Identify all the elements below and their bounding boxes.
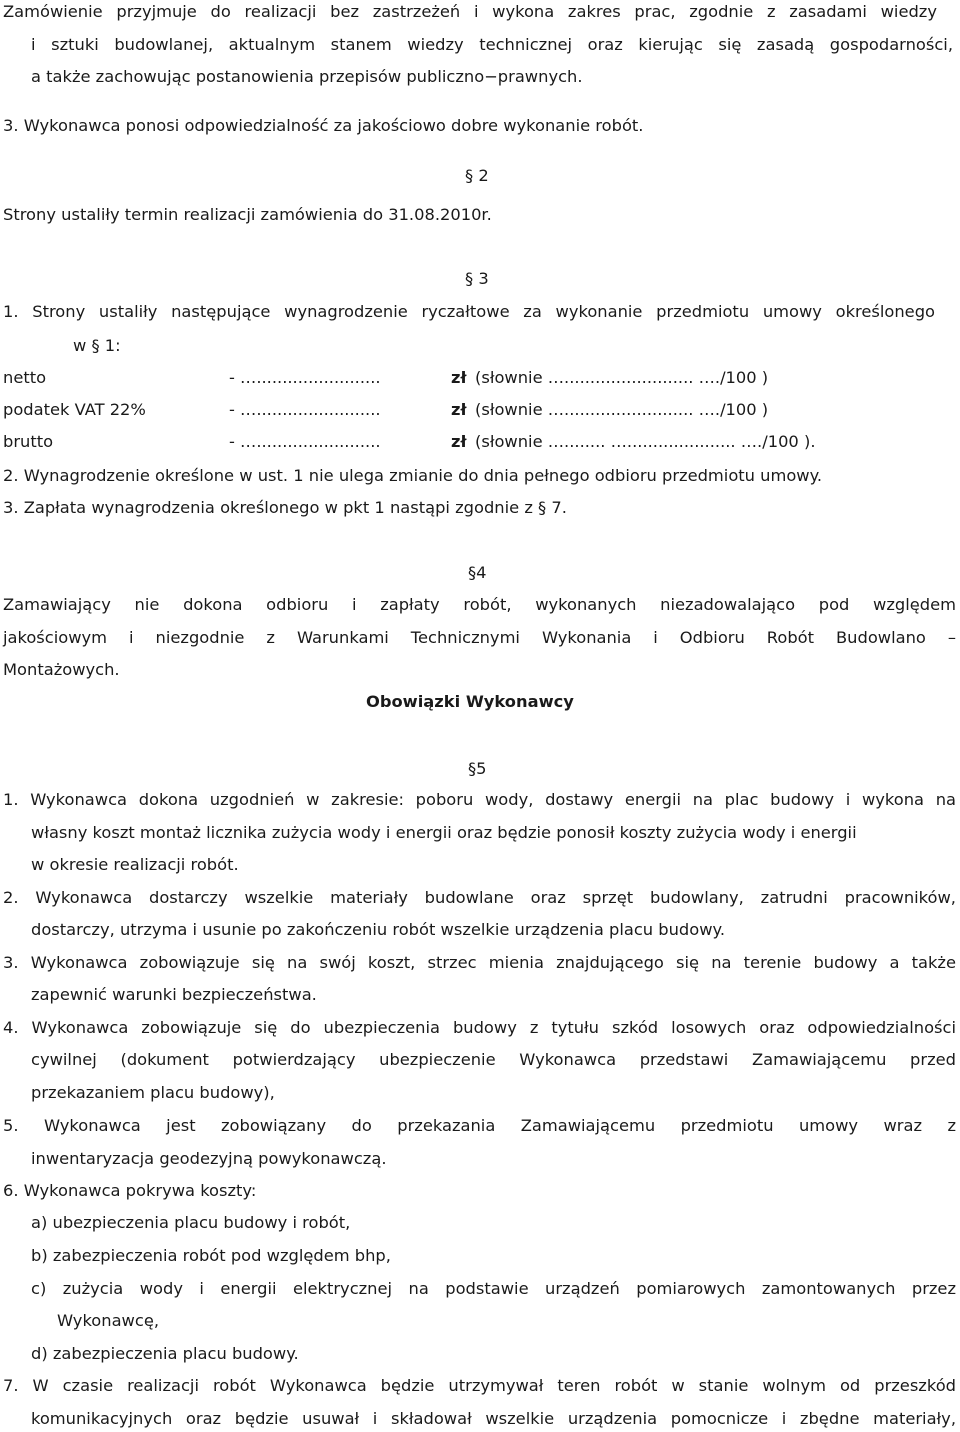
section-5-point-4-line-2: cywilnej (dokument potwierdzający ubezpieczenie Wykonawca przedstawi Zamawiającemu przed [31, 1050, 956, 1069]
amount-in-words: (słownie …......................... …./100 ) [475, 368, 769, 387]
section-5-point-2-line-2: dostarczy, utrzyma i usunie po zakończeniu robót wszelkie urządzenia placu budowy. [31, 920, 726, 939]
obligations-title: Obowiązki Wykonawcy [366, 692, 574, 711]
section-2-heading: § 2 [465, 166, 489, 185]
section-5-point-5-line-2: inwentaryzacja geodezyjną powykonawczą. [31, 1149, 387, 1168]
intro-point-3: 3. Wykonawca ponosi odpowiedzialność za jakościowo dobre wykonanie robót. [3, 116, 644, 135]
intro-line-3: a także zachowując postanowienia przepisów publiczno−prawnych. [31, 67, 583, 86]
section-5-point-6b: b) zabezpieczenia robót pod względem bhp, [31, 1246, 391, 1265]
intro-line-2: i sztuki budowlanej, aktualnym stanem wiedzy technicznej oraz kierując się zasadą gospodarności, [31, 35, 953, 54]
section-5-point-2-line-1: 2. Wykonawca dostarczy wszelkie materiały budowlane oraz sprzęt budowlany, zatrudni pracowników, [3, 888, 956, 907]
section-5-point-7-line-2: komunikacyjnych oraz będzie usuwał i składował wszelkie urządzenia pomocnicze i zbędne materiały, [31, 1409, 956, 1428]
row-label: podatek VAT 22% [3, 400, 146, 419]
section-5-point-1-line-3: w okresie realizacji robót. [31, 855, 239, 874]
section-3-point-2: 2. Wynagrodzenie określone w ust. 1 nie ulega zmianie do dnia pełnego odbioru przedmiotu umowy. [3, 466, 823, 485]
currency-label: zł [451, 368, 467, 387]
amount-in-words: (słownie …........ …..................... …./100 ). [475, 432, 816, 451]
section-5-heading: §5 [468, 759, 487, 778]
currency-label: zł [451, 432, 467, 451]
section-4-line-2: jakościowym i niezgodnie z Warunkami Technicznymi Wykonania i Odbioru Robót Budowlano – [3, 628, 956, 647]
section-5-point-6d: d) zabezpieczenia placu budowy. [31, 1344, 299, 1363]
amount-placeholder: - …........................ [229, 368, 381, 387]
section-5-point-6c-line-2: Wykonawcę, [57, 1311, 160, 1330]
section-5-point-7-line-1: 7. W czasie realizacji robót Wykonawca będzie utrzymywał teren robót w stanie wolnym od przeszkód [3, 1376, 956, 1395]
section-4-line-3: Montażowych. [3, 660, 120, 679]
section-5-point-6: 6. Wykonawca pokrywa koszty: [3, 1181, 257, 1200]
section-4-heading: §4 [468, 563, 487, 582]
section-3-point-1-ref: w § 1: [73, 336, 121, 355]
section-5-point-1-line-1: 1. Wykonawca dokona uzgodnień w zakresie: poboru wody, dostawy energii na plac budowy i wykona na [3, 790, 956, 809]
amount-placeholder: - …........................ [229, 400, 381, 419]
section-3-point-3: 3. Zapłata wynagrodzenia określonego w pkt 1 nastąpi zgodnie z § 7. [3, 498, 567, 517]
row-label: brutto [3, 432, 54, 451]
section-5-point-6c-line-1: c) zużycia wody i energii elektrycznej na podstawie urządzeń pomiarowych zamontowanych przez [31, 1279, 956, 1298]
section-5-point-5-line-1: 5. Wykonawca jest zobowiązany do przekazania Zamawiającemu przedmiotu umowy wraz z [3, 1116, 956, 1135]
section-2-text: Strony ustaliły termin realizacji zamówienia do 31.08.2010r. [3, 205, 492, 224]
section-5-point-3-line-1: 3. Wykonawca zobowiązuje się na swój koszt, strzec mienia znajdującego się na terenie budowy a także [3, 953, 956, 972]
intro-line-1: Zamówienie przyjmuje do realizacji bez zastrzeżeń i wykona zakres prac, zgodnie z zasadami wiedzy [3, 2, 937, 21]
section-5-point-4-line-3: przekazaniem placu budowy), [31, 1083, 275, 1102]
currency-label: zł [451, 400, 467, 419]
section-5-point-6a: a) ubezpieczenia placu budowy i robót, [31, 1213, 351, 1232]
section-5-point-1-line-2: własny koszt montaż licznika zużycia wody i energii oraz będzie ponosił koszty zużycia wody i energii [31, 823, 857, 842]
amount-placeholder: - …........................ [229, 432, 381, 451]
section-5-point-4-line-1: 4. Wykonawca zobowiązuje się do ubezpieczenia budowy z tytułu szkód losowych oraz odpowiedzialności [3, 1018, 956, 1037]
section-4-line-1: Zamawiający nie dokona odbioru i zapłaty robót, wykonanych niezadowalająco pod względem [3, 595, 956, 614]
amount-in-words: (słownie …......................... …./100 ) [475, 400, 769, 419]
section-3-point-1: 1. Strony ustaliły następujące wynagrodzenie ryczałtowe za wykonanie przedmiotu umowy określonego [3, 302, 935, 321]
section-5-point-3-line-2: zapewnić warunki bezpieczeństwa. [31, 985, 317, 1004]
row-label: netto [3, 368, 47, 387]
section-3-heading: § 3 [465, 269, 489, 288]
